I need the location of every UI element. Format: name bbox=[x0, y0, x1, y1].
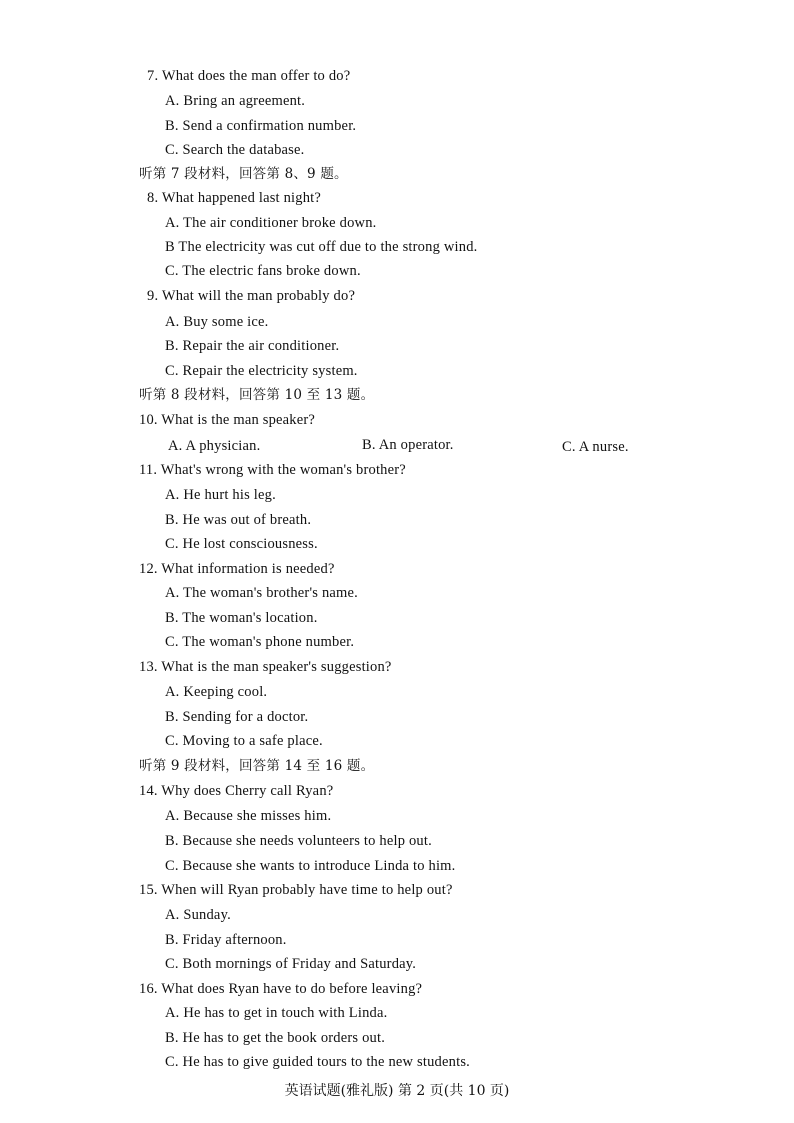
answer-option: B. Friday afternoon. bbox=[165, 932, 287, 948]
answer-option: A. Sunday. bbox=[165, 907, 231, 923]
answer-option: C. He lost consciousness. bbox=[165, 536, 318, 552]
answer-option: B. Sending for a doctor. bbox=[165, 709, 309, 725]
answer-option: C. Repair the electricity system. bbox=[165, 363, 358, 379]
question-text: 12. What information is needed? bbox=[139, 561, 335, 577]
question-text: 9. What will the man probably do? bbox=[147, 288, 356, 304]
answer-option: A. He hurt his leg. bbox=[165, 487, 276, 503]
question-text: 13. What is the man speaker's suggestion? bbox=[139, 659, 392, 675]
question-text: 15. When will Ryan probably have time to help out? bbox=[139, 882, 453, 898]
answer-option: C. The electric fans broke down. bbox=[165, 263, 361, 279]
answer-option: B. An operator. bbox=[362, 437, 454, 453]
answer-option: A. He has to get in touch with Linda. bbox=[165, 1005, 388, 1021]
question-text: 11. What's wrong with the woman's brother? bbox=[139, 462, 406, 478]
answer-option: A. Bring an agreement. bbox=[165, 93, 306, 109]
answer-option: B. He has to get the book orders out. bbox=[165, 1030, 386, 1046]
question-text: 16. What does Ryan have to do before leaving? bbox=[139, 981, 423, 997]
answer-option: B. Because she needs volunteers to help out. bbox=[165, 833, 432, 849]
answer-option: C. Both mornings of Friday and Saturday. bbox=[165, 956, 417, 972]
answer-option: A. Buy some ice. bbox=[165, 314, 269, 330]
answer-option: B. He was out of breath. bbox=[165, 512, 312, 528]
answer-option: C. Search the database. bbox=[165, 142, 305, 158]
answer-option: A. Because she misses him. bbox=[165, 808, 332, 824]
answer-option: C. He has to give guided tours to the new students. bbox=[165, 1054, 470, 1070]
answer-option: B. Repair the air conditioner. bbox=[165, 338, 340, 354]
answer-option: B. The woman's location. bbox=[165, 610, 318, 626]
answer-option: A. The woman's brother's name. bbox=[165, 585, 358, 601]
answer-option: A. A physician. bbox=[168, 438, 261, 454]
answer-option: C. The woman's phone number. bbox=[165, 634, 355, 650]
question-text: 10. What is the man speaker? bbox=[139, 412, 316, 428]
question-text: 8. What happened last night? bbox=[147, 190, 322, 206]
answer-option: C. Because she wants to introduce Linda to him. bbox=[165, 858, 456, 874]
section-instruction: 听第 9 段材料，回答第 14 至 16 题。 bbox=[139, 758, 375, 774]
question-text: 14. Why does Cherry call Ryan? bbox=[139, 783, 334, 799]
answer-option: C. A nurse. bbox=[562, 439, 629, 455]
answer-option: B. Send a confirmation number. bbox=[165, 118, 357, 134]
answer-option: C. Moving to a safe place. bbox=[165, 733, 323, 749]
answer-option: A. Keeping cool. bbox=[165, 684, 268, 700]
page-footer: 英语试题(雅礼版) 第 2 页(共 10 页) bbox=[284, 1083, 510, 1099]
answer-option: A. The air conditioner broke down. bbox=[165, 215, 377, 231]
section-instruction: 听第 8 段材料，回答第 10 至 13 题。 bbox=[139, 387, 375, 403]
question-text: 7. What does the man offer to do? bbox=[147, 68, 351, 84]
section-instruction: 听第 7 段材料，回答第 8、9 题。 bbox=[139, 166, 348, 182]
answer-option: B The electricity was cut off due to the strong wind. bbox=[165, 239, 478, 255]
